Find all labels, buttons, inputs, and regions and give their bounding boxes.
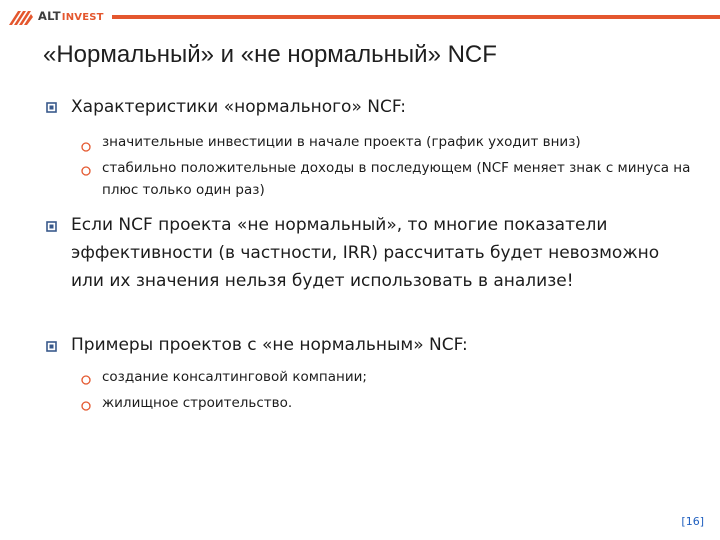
checkbox-bullet-icon — [46, 341, 58, 353]
bullet-text: Характеристики «нормального» NCF: — [71, 97, 407, 117]
checkbox-bullet-icon — [46, 221, 58, 233]
bullet-text: Если NCF проекта «не нормальный», то многие показатели эффективности (в частности, IRR) рассчитать будет невозможно или их значения нельзя будет использовать в анализе! — [71, 215, 660, 291]
bullet-text: Примеры проектов с «не нормальным» NCF: — [71, 335, 468, 355]
sub-bullet-text: жилищное строительство. — [102, 395, 293, 411]
circle-bullet-icon — [80, 141, 92, 153]
page-number: [16] — [681, 515, 704, 528]
logo-alt-text: ALT — [38, 9, 61, 23]
circle-bullet-icon — [80, 165, 92, 177]
checkbox-bullet-icon — [46, 102, 58, 114]
logo-invest-text: INVEST — [61, 12, 104, 23]
sub-bullet-text: создание консалтинговой компании; — [102, 369, 367, 385]
sub-bullet-text: стабильно положительные доходы в последующем (NCF меняет знак с минуса на плюс только один раз) — [102, 160, 691, 198]
sub-bullet-text: значительные инвестиции в начале проекта (график уходит вниз) — [102, 134, 581, 150]
circle-bullet-icon — [80, 374, 92, 386]
circle-bullet-icon — [80, 400, 92, 412]
slide-title: «Нормальный» и «не нормальный» NCF — [43, 41, 497, 68]
